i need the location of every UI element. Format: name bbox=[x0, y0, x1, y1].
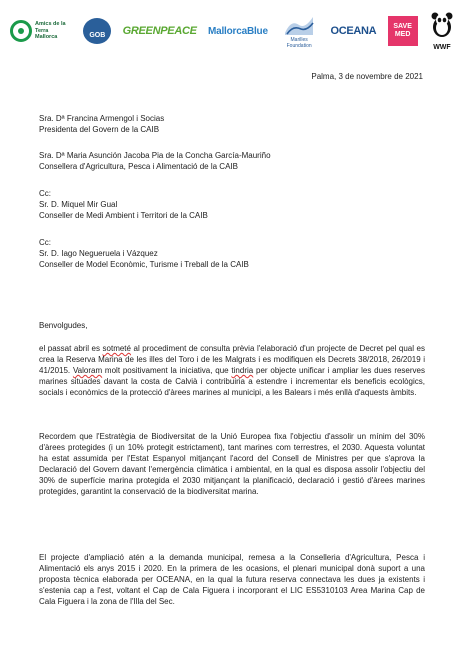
partner-logos bbox=[10, 10, 455, 52]
gob-logo bbox=[83, 18, 111, 44]
amics-logo-label: Amics de la Terra Mallorca bbox=[35, 21, 66, 41]
paragraph-2: Recordem que l'Estratègia de Biodiversitat de la Unió Europea fixa l'objectiu d'assolir un mínim del 30% d'àrees protegides (i un 10% protegit estrictament), tant marines com terrestres, el 2030. Aquesta voluntat ha estat assumida per l'Estat Espanyol mitjançant l'acord del Consell de Ministres per que s'aprova la Declaració del Govern davant l'emergència climàtica i ambiental, en la qual es disposa assolir l'objectiu del 30% de superfície marina protegida el 2030 mitjançant la planificació, declaració i gestió d'àrees marines protegides, garantint la conservació de la biodiversitat marina. bbox=[39, 432, 425, 496]
spellcheck-word: tindria bbox=[231, 366, 254, 375]
recipient-title: Presidenta del Govern de la CAIB bbox=[39, 125, 160, 134]
cc-label: Cc: bbox=[39, 189, 51, 198]
marilles-foundation-logo bbox=[279, 13, 319, 49]
cc-label: Cc: bbox=[39, 238, 51, 247]
recipient-title: Conseller de Model Econòmic, Turisme i Treball de la CAIB bbox=[39, 260, 249, 269]
amics-de-la-terra-logo bbox=[10, 20, 72, 42]
paragraph-3: El projecte d'ampliació atén a la demanda municipal, remesa a la Conselleria d'Agricultura, Pesca i Alimentació els anys 2015 i 2020. En la primera de les ocasions, el plenari municipal donà suport a una proposta tècnica elaborada per OCEANA, en la qual la futura reserva connectava les dues ja existents i s'estenia cap a l'est, voltant el Cap de Cala Figuera i incorporant el LIC ES5310103 Area Marina Cap de Cala Figuera i la zona de l'Illa del Sec. bbox=[39, 553, 425, 606]
spellcheck-word: Valoram bbox=[72, 366, 103, 375]
recipient-president bbox=[39, 113, 164, 135]
recipient-name: Sr. D. Iago Negueruela i Vázquez bbox=[39, 249, 158, 258]
savemed-logo bbox=[388, 16, 418, 46]
savemed-line-1: SAVE bbox=[393, 23, 412, 30]
marilles-logo-label: Marilles Foundation bbox=[286, 37, 312, 49]
text-run: per objecte unificar i ampliar les dues reserves marines situades davant la costa de Calvià i contribuiria a estendre i incrementar els beneficis ecològics, socials i econòmics de la protecció d'àrees marines al municipi, a les Balears i més enllà d'aquests àmbits. bbox=[39, 366, 425, 397]
paragraph-1 bbox=[39, 343, 425, 398]
text-run: al procediment de consulta prèvia l'elaboració d'un projecte de Decret pel qual es crea la Reserva Marina de les illes del Toro i de les Malgrats i es modifiquen els Decrets 38/2018, 26/2019 i 41/2015. bbox=[39, 344, 425, 375]
recipient-consellera bbox=[39, 150, 271, 172]
wwf-logo bbox=[429, 11, 455, 51]
wwf-logo-label: WWF bbox=[433, 44, 451, 51]
amics-circle-icon bbox=[10, 20, 32, 42]
cc-model-economic bbox=[39, 237, 249, 270]
letter-date: Palma, 3 de novembre de 2021 bbox=[311, 72, 423, 81]
recipient-title: Consellera d'Agricultura, Pesca i Alimentació de la CAIB bbox=[39, 162, 238, 171]
greeting: Benvolgudes, bbox=[39, 321, 88, 330]
text-run: molt positivament la iniciativa, que bbox=[102, 366, 232, 375]
gob-logo-label: GOB bbox=[89, 32, 106, 39]
recipient-name: Sra. Dª Francina Armengol i Socias bbox=[39, 114, 165, 123]
greenpeace-logo: GREENPEACE bbox=[122, 25, 197, 37]
recipient-title: Conseller de Medi Ambient i Territori de la CAIB bbox=[39, 211, 208, 220]
mallorcablue-logo: MallorcaBlue bbox=[207, 25, 268, 37]
oceana-logo: OCEANA bbox=[330, 25, 377, 37]
recipient-name: Sr. D. Miquel Mir Gual bbox=[39, 200, 118, 209]
spellcheck-word: sotmeté bbox=[102, 344, 131, 353]
savemed-line-2: MED bbox=[394, 31, 411, 38]
panda-icon bbox=[431, 11, 453, 39]
text-run: el passat abril es bbox=[39, 344, 103, 353]
marilles-wave-icon bbox=[283, 15, 315, 37]
cc-medi-ambient bbox=[39, 188, 208, 221]
recipient-name: Sra. Dª Maria Asunción Jacoba Pia de la Concha García-Mauriño bbox=[39, 151, 271, 160]
